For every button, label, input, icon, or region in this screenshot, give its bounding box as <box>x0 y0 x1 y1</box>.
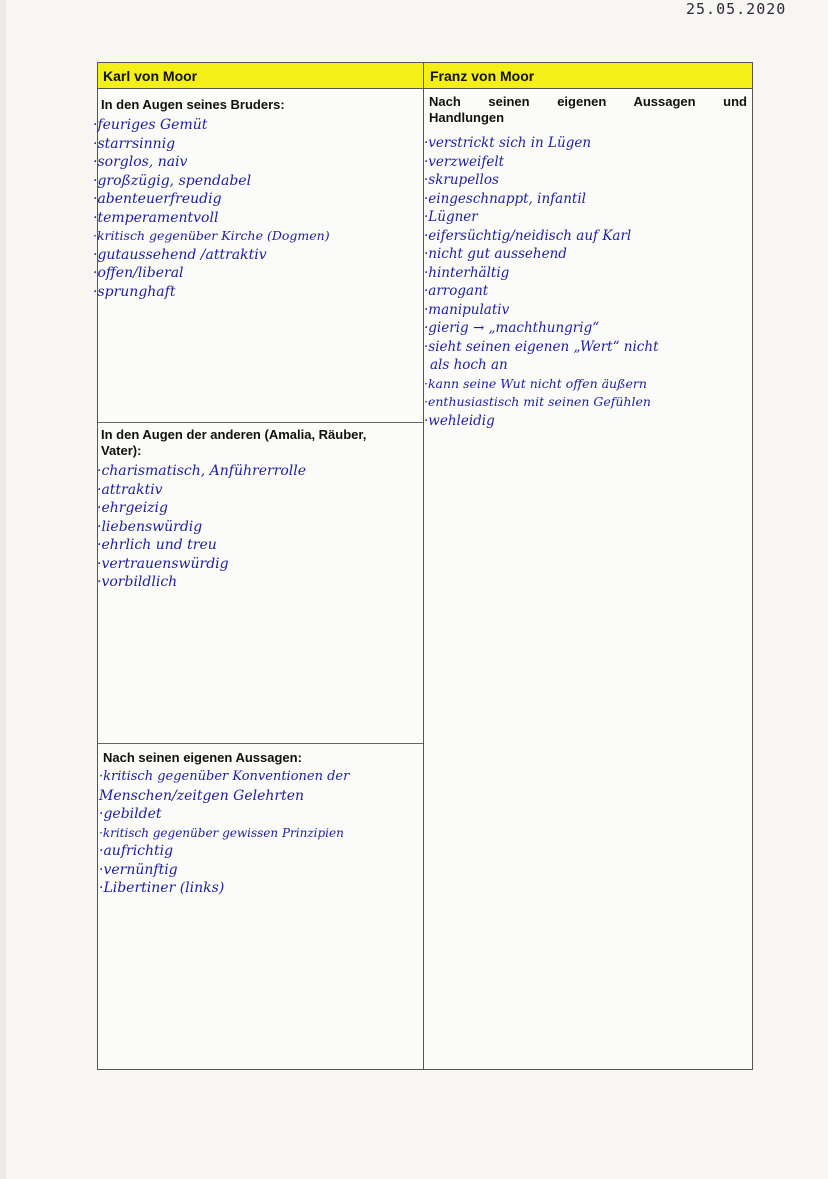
list-item: ·starrsinnig <box>93 135 176 152</box>
list-item: ·vorbildlich <box>97 574 178 590</box>
list-item: ·Libertiner (links) <box>99 880 225 896</box>
list-item: ·eifersüchtig/neidisch auf Karl <box>424 227 632 244</box>
list-item: ·eingeschnappt, infantil <box>424 190 586 207</box>
list-item: ·feuriges Gemüt <box>93 117 208 133</box>
list-item: ·vertrauenswürdig <box>97 555 229 572</box>
list-item: ·gutaussehend /attraktiv <box>93 246 267 263</box>
section-title-franz-own-view: Nach seinen eigenen Aussagen und Handlungen <box>429 94 747 125</box>
list-item: ·kritisch gegenüber gewissen Prinzipien <box>99 825 344 840</box>
own-view-list <box>99 768 349 898</box>
list-item: ·abenteuerfreudig <box>93 191 222 207</box>
list-item: ·attraktiv <box>97 481 163 498</box>
list-item: ·Lügner <box>424 209 478 225</box>
section-title-others-view: In den Augen der anderen (Amalia, Räuber, Vater): <box>101 427 367 458</box>
list-item: ·liebenswürdig <box>97 518 203 535</box>
list-item: ·hinterhältig <box>424 264 510 281</box>
list-item: ·offen/liberal <box>93 265 184 281</box>
date-note: 25.05.2020 <box>686 0 787 18</box>
list-item: ·vernünftig <box>99 861 178 878</box>
section-title-own-view: Nach seinen eigenen Aussagen: <box>103 750 302 765</box>
list-item: ·aufrichtig <box>99 843 174 859</box>
section-divider <box>98 743 423 744</box>
section-title-brother-view: In den Augen seines Bruders: <box>101 97 285 112</box>
list-item: ·charismatisch, Anführerrolle <box>97 463 307 479</box>
list-item: ·kritisch gegenüber Konventionen der <box>99 769 350 784</box>
list-item: ·gebildet <box>99 806 162 822</box>
list-item: ·sorglos, naiv <box>93 154 188 170</box>
list-item: als hoch an <box>430 357 508 373</box>
header-franz: Franz von Moor <box>424 63 752 89</box>
section-divider <box>98 422 423 423</box>
list-item: ·ehrlich und treu <box>97 537 217 553</box>
list-item: ·verstrickt sich in Lügen <box>424 135 592 151</box>
list-item: ·sieht seinen eigenen „Wert“ nicht <box>424 338 659 355</box>
list-item: ·arrogant <box>424 283 489 299</box>
list-item: ·manipulativ <box>424 301 510 318</box>
list-item: ·verzweifelt <box>424 153 505 170</box>
list-item: ·temperamentvoll <box>93 209 219 226</box>
list-item: ·nicht gut aussehend <box>424 246 567 262</box>
list-item: ·wehleidig <box>424 412 495 429</box>
header-karl: Karl von Moor <box>98 63 423 89</box>
list-item: ·sprunghaft <box>93 283 176 300</box>
others-view-list <box>97 462 306 592</box>
paper-edge <box>0 0 6 1179</box>
brother-view-list <box>93 116 330 301</box>
list-item: ·enthusiastisch mit seinen Gefühlen <box>424 394 651 409</box>
list-item: Menschen/zeitgen Gelehrten <box>99 787 305 804</box>
list-item: ·ehrgeizig <box>97 500 168 516</box>
list-item: ·kritisch gegenüber Kirche (Dogmen) <box>93 228 330 243</box>
list-item: ·skrupellos <box>424 172 499 188</box>
franz-own-view-list <box>424 134 659 430</box>
list-item: ·kann seine Wut nicht offen äußern <box>424 375 647 391</box>
list-item: ·gierig → „machthungrig“ <box>424 320 600 336</box>
list-item: ·großzügig, spendabel <box>93 172 252 189</box>
